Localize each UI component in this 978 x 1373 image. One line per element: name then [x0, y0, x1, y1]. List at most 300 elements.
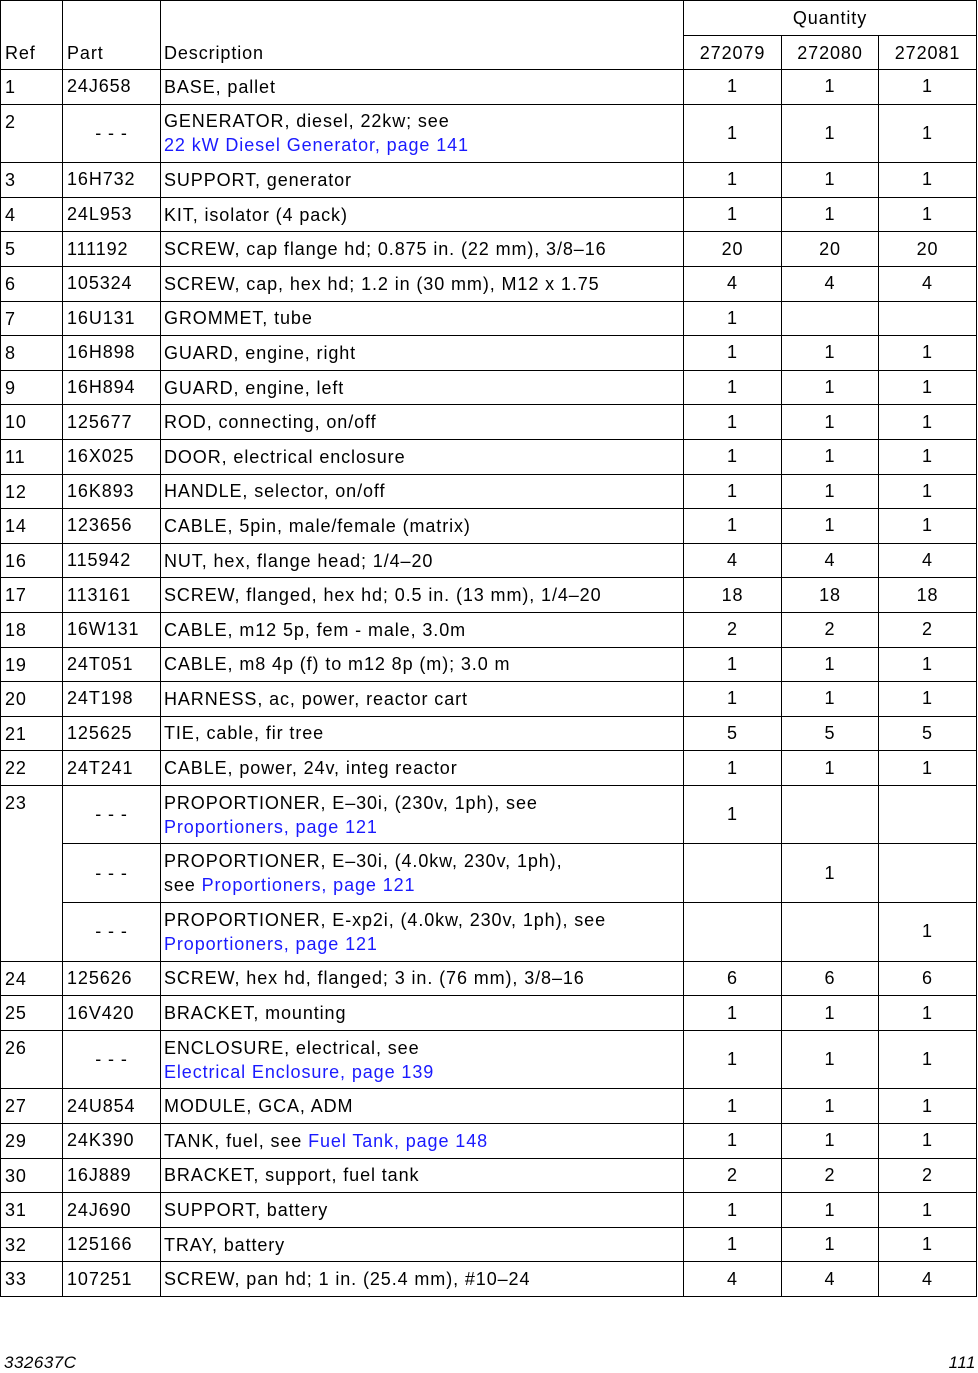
description-text: GUARD, engine, left [164, 377, 345, 398]
parts-group [1, 475, 976, 510]
description-line [164, 791, 683, 815]
description-text: SCREW, cap, hex hd; 1.2 in (30 mm), M12 x 1.75 [164, 273, 600, 294]
qty-272081-cell [879, 786, 976, 844]
description-text: BRACKET, support, fuel tank [164, 1165, 420, 1186]
ref-cell: 25 [1, 996, 63, 1031]
description-text: HARNESS, ac, power, reactor cart [164, 688, 468, 709]
description-line [164, 583, 683, 607]
qty-272079-cell: 1 [684, 198, 782, 232]
qty-272079-cell: 1 [684, 509, 782, 543]
part-number-cell: 16J889 [63, 1159, 161, 1193]
qty-272080-cell: 4 [782, 1262, 879, 1296]
qty-272080-cell: 1 [782, 1124, 879, 1158]
parts-rows [63, 1228, 976, 1263]
table-row [63, 751, 976, 786]
qty-272080-cell: 1 [782, 163, 879, 197]
qty-272081-cell: 2 [922, 619, 933, 640]
table-row [63, 163, 976, 198]
description-cell [161, 1031, 684, 1089]
description-cell [161, 267, 684, 301]
parts-rows [63, 302, 976, 337]
description-line [164, 445, 683, 469]
qty-272081-cell: 1 [922, 76, 933, 97]
qty-272080-cell: 1 [782, 475, 879, 509]
parts-rows [63, 336, 976, 371]
description-cell [161, 232, 684, 266]
qty-272081-cell: 1 [922, 653, 933, 674]
description-text: SUPPORT, battery [164, 1200, 329, 1221]
qty-272079-cell: 1 [684, 70, 782, 104]
qty-272079-cell: 18 [684, 578, 782, 612]
parts-rows [63, 786, 976, 962]
qty-272081-cell: 5 [922, 722, 933, 743]
parts-group [1, 578, 976, 613]
description-text: GENERATOR, diesel, 22kw; see [164, 111, 450, 132]
description-text: NUT, hex, flange head; 1/4–20 [164, 550, 434, 571]
parts-group [1, 198, 976, 233]
description-line [164, 908, 683, 932]
qty-272080-cell: 1 [782, 405, 879, 439]
description-cell [161, 1228, 684, 1262]
qty-272081-cell: 1 [922, 122, 933, 143]
qty-272081-cell: 1 [922, 1199, 933, 1220]
part-number-cell: 111192 [63, 232, 161, 266]
parts-rows [63, 105, 976, 164]
table-row [63, 302, 976, 337]
parts-rows [63, 613, 976, 648]
part-number-cell: 24U854 [63, 1089, 161, 1123]
description-line [164, 932, 683, 956]
parts-rows [63, 751, 976, 786]
part-number-cell: 24T051 [63, 648, 161, 682]
qty-272079-cell: 1 [684, 1124, 782, 1158]
header-description: Description [161, 1, 684, 69]
description-line [164, 756, 683, 780]
parts-rows [63, 648, 976, 683]
ref-cell: 22 [1, 751, 63, 786]
table-row [63, 1262, 976, 1297]
description-cell [161, 844, 684, 902]
document-number: 332637C [4, 1353, 77, 1372]
parts-rows [63, 1262, 976, 1297]
qty-272079-cell: 1 [684, 1228, 782, 1262]
qty-272080-cell: 1 [782, 1193, 879, 1227]
ref-cell: 32 [1, 1228, 63, 1263]
table-row [63, 578, 976, 613]
header-ref: Ref [1, 1, 63, 69]
description-text: ENCLOSURE, electrical, see [164, 1037, 420, 1058]
qty-272080-cell: 6 [782, 962, 879, 996]
ref-cell: 26 [1, 1031, 63, 1090]
parts-group [1, 1031, 976, 1090]
cross-reference-link[interactable]: 22 kW Diesel Generator, page 141 [164, 135, 469, 156]
part-number-cell: - - - [63, 786, 161, 844]
parts-rows [63, 682, 976, 717]
description-line [164, 75, 683, 99]
description-text: SCREW, flanged, hex hd; 0.5 in. (13 mm), 1/4–20 [164, 585, 602, 606]
description-line [164, 514, 683, 538]
qty-272079-cell: 1 [684, 371, 782, 405]
qty-272081-cell: 18 [916, 584, 939, 605]
parts-group [1, 682, 976, 717]
part-number-cell: - - - [63, 844, 161, 902]
description-text: BRACKET, mounting [164, 1003, 347, 1024]
parts-group [1, 336, 976, 371]
table-row [63, 1228, 976, 1263]
table-row [63, 232, 976, 267]
ref-cell: 12 [1, 475, 63, 510]
description-text: SUPPORT, generator [164, 169, 352, 190]
header-model-272079: 272079 [684, 36, 782, 69]
table-row [63, 648, 976, 683]
parts-group [1, 405, 976, 440]
table-row [63, 1193, 976, 1228]
description-cell [161, 962, 684, 996]
cross-reference-link[interactable]: Proportioners, page 121 [201, 875, 416, 896]
qty-272080-cell: 1 [782, 70, 879, 104]
qty-272081-cell: 4 [922, 550, 933, 571]
description-line [164, 1198, 683, 1222]
qty-272080-cell: 1 [782, 1089, 879, 1123]
qty-272080-cell: 1 [782, 336, 879, 370]
qty-272080-cell: 1 [782, 751, 879, 785]
description-cell [161, 1193, 684, 1227]
parts-group [1, 267, 976, 302]
table-body [1, 70, 976, 1297]
description-text: SCREW, cap flange hd; 0.875 in. (22 mm), 3/8–16 [164, 239, 607, 260]
description-line [164, 849, 683, 873]
table-row [63, 371, 976, 406]
parts-rows [63, 1159, 976, 1194]
qty-272079-cell: 1 [684, 786, 782, 844]
parts-group [1, 371, 976, 406]
description-line [164, 410, 683, 434]
table-row [63, 996, 976, 1031]
description-text: BASE, pallet [164, 76, 276, 97]
part-number-cell: 16H732 [63, 163, 161, 197]
parts-group [1, 1159, 976, 1194]
ref-cell: 23 [1, 786, 63, 962]
qty-272081-cell [879, 844, 976, 902]
table-row [63, 1159, 976, 1194]
parts-group [1, 1193, 976, 1228]
table-row [63, 717, 976, 752]
description-text: GROMMET, tube [164, 308, 313, 329]
description-cell [161, 440, 684, 474]
part-number-cell: 107251 [63, 1262, 161, 1296]
table-row [63, 405, 976, 440]
description-cell [161, 336, 684, 370]
part-number-cell: 24L953 [63, 198, 161, 232]
part-number-cell: 24T198 [63, 682, 161, 716]
qty-272080-cell: 1 [782, 1228, 879, 1262]
ref-cell: 16 [1, 544, 63, 579]
parts-group [1, 1089, 976, 1124]
qty-272079-cell [684, 844, 782, 902]
part-number-cell: 115942 [63, 544, 161, 578]
ref-cell: 10 [1, 405, 63, 440]
description-text: DOOR, electrical enclosure [164, 446, 406, 467]
qty-272080-cell: 1 [782, 1031, 879, 1089]
table-row [63, 509, 976, 544]
header-model-numbers [684, 36, 976, 69]
parts-rows [63, 232, 976, 267]
description-text: see [164, 875, 202, 896]
description-cell [161, 198, 684, 232]
qty-272081-cell: 1 [922, 204, 933, 225]
part-number-cell: 16X025 [63, 440, 161, 474]
ref-cell: 21 [1, 717, 63, 752]
part-number-cell: 16K893 [63, 475, 161, 509]
description-text: SCREW, pan hd; 1 in. (25.4 mm), #10–24 [164, 1269, 531, 1290]
parts-group [1, 751, 976, 786]
description-cell [161, 163, 684, 197]
qty-272081-cell [879, 302, 976, 336]
qty-272079-cell: 1 [684, 682, 782, 716]
description-line [164, 341, 683, 365]
table-header [1, 1, 976, 70]
parts-rows [63, 578, 976, 613]
header-model-272081: 272081 [894, 42, 961, 63]
parts-group [1, 717, 976, 752]
description-text: HANDLE, selector, on/off [164, 481, 386, 502]
parts-group [1, 70, 976, 105]
qty-272080-cell: 2 [782, 1159, 879, 1193]
description-cell [161, 682, 684, 716]
cross-reference-link[interactable]: Electrical Enclosure, page 139 [164, 1061, 435, 1082]
header-model-272080: 272080 [782, 36, 879, 69]
qty-272079-cell: 20 [684, 232, 782, 266]
qty-272081-cell: 1 [922, 515, 933, 536]
description-line [164, 1060, 683, 1084]
table-row [63, 70, 976, 105]
qty-272079-cell: 1 [684, 1193, 782, 1227]
description-line [164, 721, 683, 745]
qty-272079-cell: 1 [684, 1089, 782, 1123]
qty-272081-cell: 1 [922, 411, 933, 432]
qty-272079-cell: 5 [684, 717, 782, 751]
part-number-cell: 113161 [63, 578, 161, 612]
description-text: ROD, connecting, on/off [164, 412, 377, 433]
description-cell [161, 648, 684, 682]
qty-272080-cell: 1 [782, 371, 879, 405]
part-number-cell: 125166 [63, 1228, 161, 1262]
parts-rows [63, 1124, 976, 1159]
ref-cell: 19 [1, 648, 63, 683]
qty-272079-cell: 6 [684, 962, 782, 996]
description-line [164, 133, 683, 157]
part-number-cell: - - - [63, 105, 161, 163]
description-line [164, 652, 683, 676]
description-text: PROPORTIONER, E–30i, (4.0kw, 230v, 1ph), [164, 851, 563, 872]
description-line [164, 1001, 683, 1025]
qty-272079-cell: 4 [684, 1262, 782, 1296]
description-cell [161, 786, 684, 844]
qty-272079-cell: 1 [684, 1031, 782, 1089]
part-number-cell: 125625 [63, 717, 161, 751]
description-cell [161, 578, 684, 612]
parts-group [1, 544, 976, 579]
parts-rows [63, 70, 976, 105]
parts-rows [63, 544, 976, 579]
ref-cell: 7 [1, 302, 63, 337]
description-cell [161, 1159, 684, 1193]
part-number-cell: 105324 [63, 267, 161, 301]
ref-cell: 3 [1, 163, 63, 198]
parts-rows [63, 475, 976, 510]
part-number-cell: - - - [63, 903, 161, 961]
table-row [63, 475, 976, 510]
parts-rows [63, 717, 976, 752]
parts-rows [63, 1089, 976, 1124]
ref-cell: 1 [1, 70, 63, 105]
parts-group [1, 1228, 976, 1263]
qty-272079-cell: 4 [684, 267, 782, 301]
description-text: MODULE, GCA, ADM [164, 1096, 354, 1117]
parts-group [1, 232, 976, 267]
ref-cell: 2 [1, 105, 63, 164]
ref-cell: 6 [1, 267, 63, 302]
ref-cell: 4 [1, 198, 63, 233]
table-row [63, 105, 976, 164]
description-line [164, 168, 683, 192]
table-row [63, 336, 976, 371]
description-line [164, 306, 683, 330]
parts-rows [63, 509, 976, 544]
ref-cell: 18 [1, 613, 63, 648]
table-row [63, 198, 976, 233]
table-row [63, 1124, 976, 1159]
table-row [63, 962, 976, 997]
ref-cell: 8 [1, 336, 63, 371]
description-text: CABLE, m12 5p, fem - male, 3.0m [164, 619, 467, 640]
description-cell [161, 105, 684, 163]
qty-272081-cell: 1 [922, 1095, 933, 1116]
table-row [63, 1031, 976, 1090]
description-text: GUARD, engine, right [164, 342, 357, 363]
qty-272080-cell [782, 786, 879, 844]
qty-272079-cell: 1 [684, 440, 782, 474]
table-row [63, 786, 976, 845]
qty-272080-cell [782, 903, 879, 961]
part-number-cell: - - - [63, 1031, 161, 1089]
description-text: PROPORTIONER, E–30i, (230v, 1ph), see [164, 792, 538, 813]
qty-272081-cell: 1 [922, 342, 933, 363]
qty-272080-cell: 1 [782, 105, 879, 163]
description-cell [161, 903, 684, 961]
part-number-cell: 24J690 [63, 1193, 161, 1227]
description-line [164, 1163, 683, 1187]
parts-group [1, 105, 976, 164]
qty-272080-cell: 1 [782, 198, 879, 232]
description-line [164, 109, 683, 133]
description-line [164, 966, 683, 990]
part-number-cell: 125626 [63, 962, 161, 996]
description-text: CABLE, m8 4p (f) to m12 8p (m); 3.0 m [164, 654, 511, 675]
part-number-cell: 125677 [63, 405, 161, 439]
ref-cell: 24 [1, 962, 63, 997]
part-number-cell: 16H894 [63, 371, 161, 405]
part-number-cell: 123656 [63, 509, 161, 543]
part-number-cell: 16U131 [63, 302, 161, 336]
description-cell [161, 751, 684, 785]
qty-272081-cell: 1 [922, 169, 933, 190]
qty-272080-cell: 18 [782, 578, 879, 612]
header-part: Part [63, 1, 161, 69]
qty-272079-cell: 2 [684, 1159, 782, 1193]
description-cell [161, 475, 684, 509]
qty-272081-cell: 1 [922, 1234, 933, 1255]
description-line [164, 1129, 683, 1153]
table-row [63, 544, 976, 579]
part-number-cell: 16W131 [63, 613, 161, 647]
ref-cell: 14 [1, 509, 63, 544]
qty-272081-cell: 4 [922, 273, 933, 294]
qty-272081-cell: 1 [922, 377, 933, 398]
ref-cell: 20 [1, 682, 63, 717]
qty-272080-cell: 20 [782, 232, 879, 266]
part-number-cell: 24T241 [63, 751, 161, 785]
description-line [164, 1233, 683, 1257]
qty-272081-cell: 1 [922, 688, 933, 709]
parts-group [1, 613, 976, 648]
parts-rows [63, 1193, 976, 1228]
description-cell [161, 371, 684, 405]
qty-272080-cell: 5 [782, 717, 879, 751]
cross-reference-link[interactable]: Proportioners, page 121 [164, 933, 378, 954]
header-quantity: Quantity [684, 1, 976, 36]
qty-272079-cell: 1 [684, 648, 782, 682]
description-line [164, 549, 683, 573]
qty-272081-cell: 1 [922, 757, 933, 778]
parts-rows [63, 371, 976, 406]
description-cell [161, 717, 684, 751]
qty-272080-cell: 1 [782, 648, 879, 682]
cross-reference-link[interactable]: Fuel Tank, page 148 [308, 1130, 489, 1151]
qty-272081-cell: 20 [916, 238, 939, 259]
description-line [164, 479, 683, 503]
parts-rows [63, 440, 976, 475]
ref-cell: 27 [1, 1089, 63, 1124]
description-text: KIT, isolator (4 pack) [164, 204, 348, 225]
description-cell [161, 405, 684, 439]
description-line [164, 376, 683, 400]
qty-272079-cell: 2 [684, 613, 782, 647]
description-cell [161, 613, 684, 647]
table-row [63, 1089, 976, 1124]
parts-group [1, 440, 976, 475]
ref-cell: 31 [1, 1193, 63, 1228]
table-row [63, 267, 976, 302]
parts-group [1, 962, 976, 997]
table-row [63, 440, 976, 475]
qty-272081-cell: 2 [922, 1164, 933, 1185]
qty-272080-cell: 4 [782, 544, 879, 578]
qty-272081-cell: 1 [922, 921, 933, 942]
qty-272081-cell: 6 [922, 967, 933, 988]
cross-reference-link[interactable]: Proportioners, page 121 [164, 816, 378, 837]
description-line [164, 815, 683, 839]
part-number-cell: 24K390 [63, 1124, 161, 1158]
qty-272079-cell: 1 [684, 336, 782, 370]
description-line [164, 203, 683, 227]
qty-272080-cell: 2 [782, 613, 879, 647]
parts-rows [63, 198, 976, 233]
qty-272081-cell: 1 [922, 480, 933, 501]
qty-272080-cell: 1 [782, 996, 879, 1030]
ref-cell: 30 [1, 1159, 63, 1194]
description-cell [161, 70, 684, 104]
